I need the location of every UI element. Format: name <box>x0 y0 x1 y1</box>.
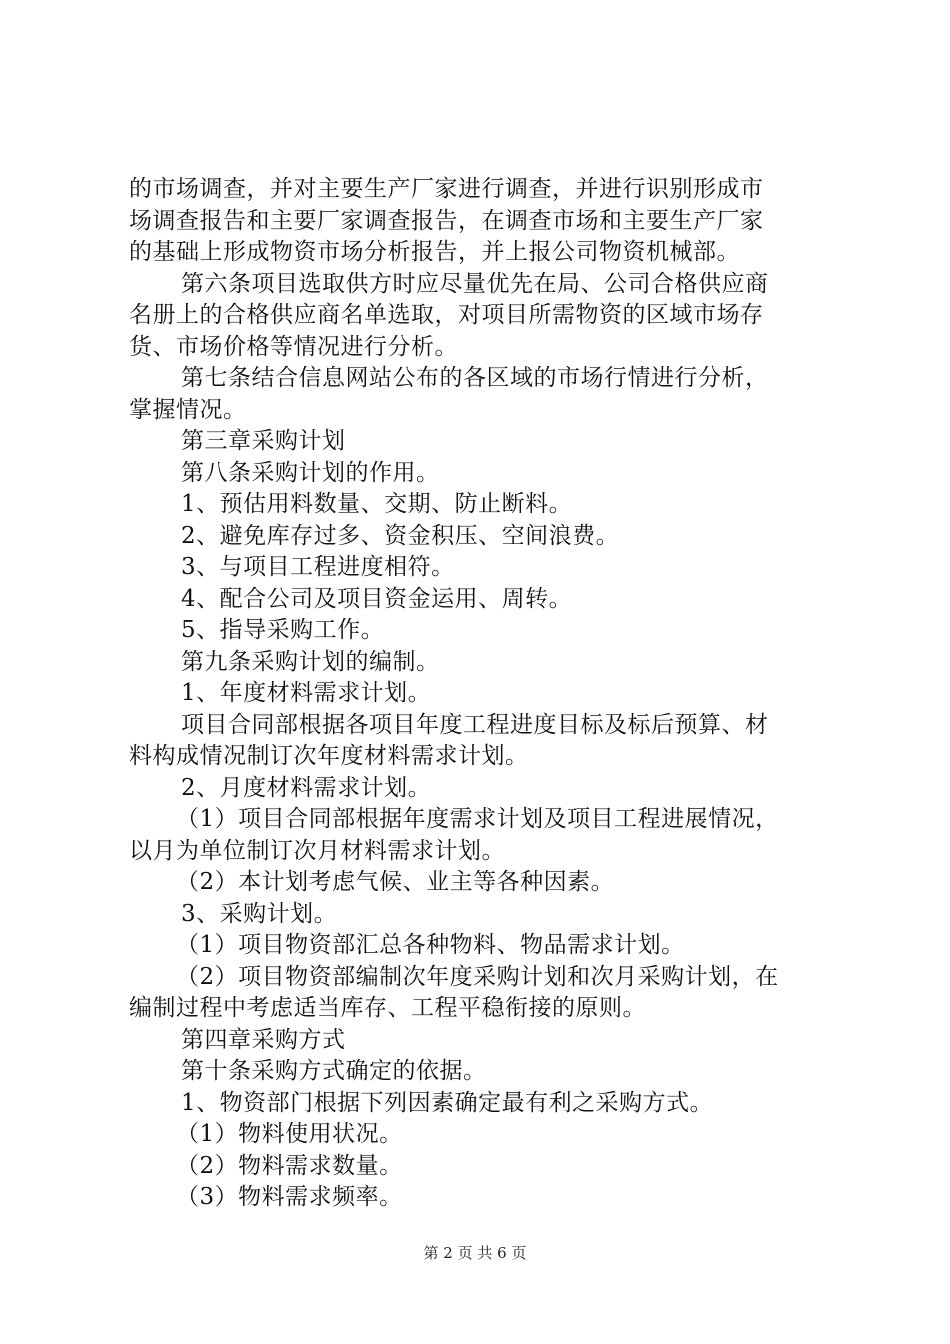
text-line: 1、物资部门根据下列因素确定最有利之采购方式。 <box>181 1089 714 1116</box>
text-line: （1）项目合同部根据年度需求计划及项目工程进展情况， <box>176 806 779 832</box>
text-line: 掌握情况。 <box>129 396 247 423</box>
text-line: 5、指导采购工作。 <box>181 617 385 643</box>
text-line: 第六条项目选取供方时应尽量优先在局、公司合格供应商 <box>181 270 769 297</box>
text-line: 名册上的合格供应商名单选取，对项目所需物资的区域市场存 <box>129 302 764 328</box>
document-body <box>129 174 829 1214</box>
text-line: 1、年度材料需求计划。 <box>181 680 432 706</box>
text-line: 3、采购计划。 <box>181 900 338 927</box>
text-line: 第十条采购方式确定的依据。 <box>181 1058 487 1084</box>
text-line: 2、月度材料需求计划。 <box>181 774 432 801</box>
text-line: （2）项目物资部编制次年度采购计划和次月采购计划，在 <box>176 963 779 990</box>
text-line: 第三章采购计划 <box>181 428 346 454</box>
text-line: 第七条结合信息网站公布的各区域的市场行情进行分析， <box>181 365 769 391</box>
text-line: 1、预估用料数量、交期、防止断料。 <box>181 491 573 517</box>
text-line: 第九条采购计划的编制。 <box>181 648 440 675</box>
text-line: 场调查报告和主要厂家调查报告，在调查市场和主要生产厂家 <box>129 207 764 234</box>
text-line: 的基础上形成物资市场分析报告，并上报公司物资机械部。 <box>129 239 740 265</box>
text-line: 的市场调查，并对主要生产厂家进行调查，并进行识别形成市 <box>129 176 764 202</box>
text-line: （1）项目物资部汇总各种物料、物品需求计划。 <box>176 932 685 958</box>
text-line: （2）本计划考虑气候、业主等各种因素。 <box>176 869 615 895</box>
text-line: 第四章采购方式 <box>181 1026 346 1053</box>
text-line: （3）物料需求频率。 <box>176 1184 403 1210</box>
text-line: 以月为单位制订次月材料需求计划。 <box>129 837 505 864</box>
text-line: 编制过程中考虑适当库存、工程平稳衔接的原则。 <box>129 995 646 1021</box>
text-line: 项目合同部根据各项目年度工程进度目标及标后预算、材 <box>181 711 769 738</box>
text-line: 2、避免库存过多、资金积压、空间浪费。 <box>181 522 620 549</box>
text-line: 货、市场价格等情况进行分析。 <box>129 333 458 360</box>
text-line: （2）物料需求数量。 <box>176 1152 403 1179</box>
page-footer: 第 2 页 共 6 页 <box>423 1244 527 1262</box>
text-line: 料构成情况制订次年度材料需求计划。 <box>129 743 529 769</box>
text-line: 4、配合公司及项目资金运用、周转。 <box>181 585 573 612</box>
text-line: 第八条采购计划的作用。 <box>181 459 440 486</box>
text-line: 3、与项目工程进度相符。 <box>181 554 455 580</box>
text-line: （1）物料使用状况。 <box>176 1121 403 1147</box>
